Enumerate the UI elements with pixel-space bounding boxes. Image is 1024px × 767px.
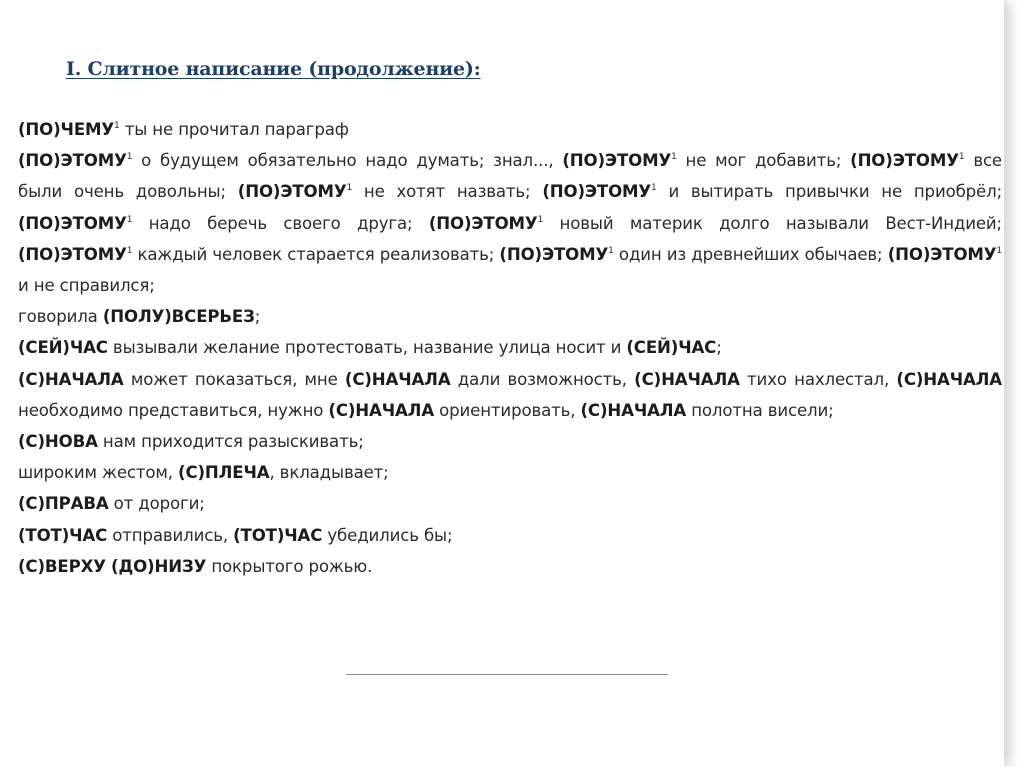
footnote-mark: 1 xyxy=(126,152,133,163)
footnote-mark: 1 xyxy=(114,121,120,131)
example-snova xyxy=(18,426,1002,457)
term: (ПО)ЧЕМУ xyxy=(18,120,115,139)
example-poetomu xyxy=(18,145,1002,301)
term: (С)ПРАВА xyxy=(18,494,109,514)
footnote-mark: 1 xyxy=(671,152,677,163)
term: (ПО)ЭТОМУ xyxy=(18,151,127,171)
example-text: полотна висели; xyxy=(686,400,834,420)
example-text: тихо нахлестал, xyxy=(739,369,897,389)
example-pochemu xyxy=(18,114,1002,145)
example-text: ; xyxy=(716,338,722,358)
example-sverhu-donizu xyxy=(18,551,1002,582)
example-text: дали возможность, xyxy=(450,369,635,389)
example-text: необходимо представиться, нужно xyxy=(18,400,329,420)
example-text: говорила xyxy=(18,307,103,327)
term: (С)НАЧАЛА xyxy=(344,369,451,389)
term: (ПО)ЭТОМУ xyxy=(18,213,127,233)
example-text: и вытирать привычки не приобрёл; xyxy=(656,182,1003,202)
example-text: о будущем обязательно надо думать; знал..., xyxy=(132,151,563,171)
example-text: каждый человек старается реализовать; xyxy=(132,244,500,264)
example-text: не хотят назвать; xyxy=(352,182,543,202)
example-text: ориентировать, xyxy=(434,400,581,420)
document-content xyxy=(18,58,1002,582)
term: (ПО)ЭТОМУ xyxy=(562,151,672,171)
footer-divider xyxy=(346,674,668,675)
footnote-mark: 1 xyxy=(958,152,965,163)
example-text: широким жестом, xyxy=(18,463,179,483)
example-text: отправились, xyxy=(107,525,234,545)
term: (ПО)ЭТОМУ xyxy=(542,182,652,202)
example-text: и не справился; xyxy=(18,276,155,296)
example-splecha xyxy=(18,457,1002,488)
term: (С)НАЧАЛА xyxy=(18,369,124,389)
example-text: , вкладывает; xyxy=(269,463,389,483)
footnote-mark: 1 xyxy=(126,214,133,225)
term: (ДО)НИЗУ xyxy=(111,556,207,576)
example-totchas xyxy=(18,520,1002,551)
term: (С)НАЧАЛА xyxy=(634,369,740,389)
term: (ПО)ЭТОМУ xyxy=(850,151,959,171)
section-heading: I. Слитное написание (продолжение): xyxy=(66,58,481,80)
term: (ПО)ЭТОМУ xyxy=(237,182,347,202)
example-text: убедились бы; xyxy=(322,525,453,545)
footnote-mark: 1 xyxy=(126,245,133,256)
term: (ПО)ЭТОМУ xyxy=(428,213,538,233)
example-text: ты не прочитал параграф xyxy=(119,120,349,139)
term: (С)ВЕРХУ xyxy=(18,556,106,576)
term: (ПО)ЭТОМУ xyxy=(887,244,997,264)
example-text: может показаться, мне xyxy=(123,369,345,389)
example-text: один из древнейших обычаев; xyxy=(613,244,888,264)
example-snachala xyxy=(18,364,1002,426)
term: (ТОТ)ЧАС xyxy=(18,525,108,545)
example-polusherez xyxy=(18,301,1002,332)
term: (С)НАЧАЛА xyxy=(580,400,687,420)
term: (ПО)ЭТОМУ xyxy=(18,244,127,264)
example-text: ; xyxy=(254,307,261,327)
term: (С)НАЧАЛА xyxy=(896,369,1002,389)
term: (ТОТ)ЧАС xyxy=(233,525,323,545)
footnote-mark: 1 xyxy=(996,245,1002,256)
example-text: надо беречь своего друга; xyxy=(132,213,429,233)
example-text: покрытого рожью. xyxy=(206,556,373,576)
example-text: от дороги; xyxy=(108,494,205,514)
example-text: новый материк долго называли Вест-Индией; xyxy=(543,213,1002,233)
footnote-mark: 1 xyxy=(651,183,657,194)
footnote-mark: 1 xyxy=(608,245,614,256)
term: (С)НОВА xyxy=(18,432,98,452)
term: (С)НАЧАЛА xyxy=(328,400,435,420)
term: (ПОЛУ)ВСЕРЬЕЗ xyxy=(102,307,255,327)
term: (ПО)ЭТОМУ xyxy=(499,244,609,264)
example-text: все были очень довольны; xyxy=(18,151,1002,202)
example-text: нам приходится разыскивать; xyxy=(97,432,364,452)
example-text: вызывали желание протестовать, название улица носит и xyxy=(107,338,627,358)
example-seychas xyxy=(18,332,1002,363)
example-sprava xyxy=(18,488,1002,519)
term: (СЕЙ)ЧАС xyxy=(626,338,717,358)
examples-text xyxy=(18,114,1002,582)
term: (С)ПЛЕЧА xyxy=(178,463,270,483)
example-text: не мог добавить; xyxy=(676,151,851,171)
footnote-mark: 1 xyxy=(346,183,353,194)
footnote-mark: 1 xyxy=(537,214,544,225)
term: (СЕЙ)ЧАС xyxy=(18,338,108,358)
